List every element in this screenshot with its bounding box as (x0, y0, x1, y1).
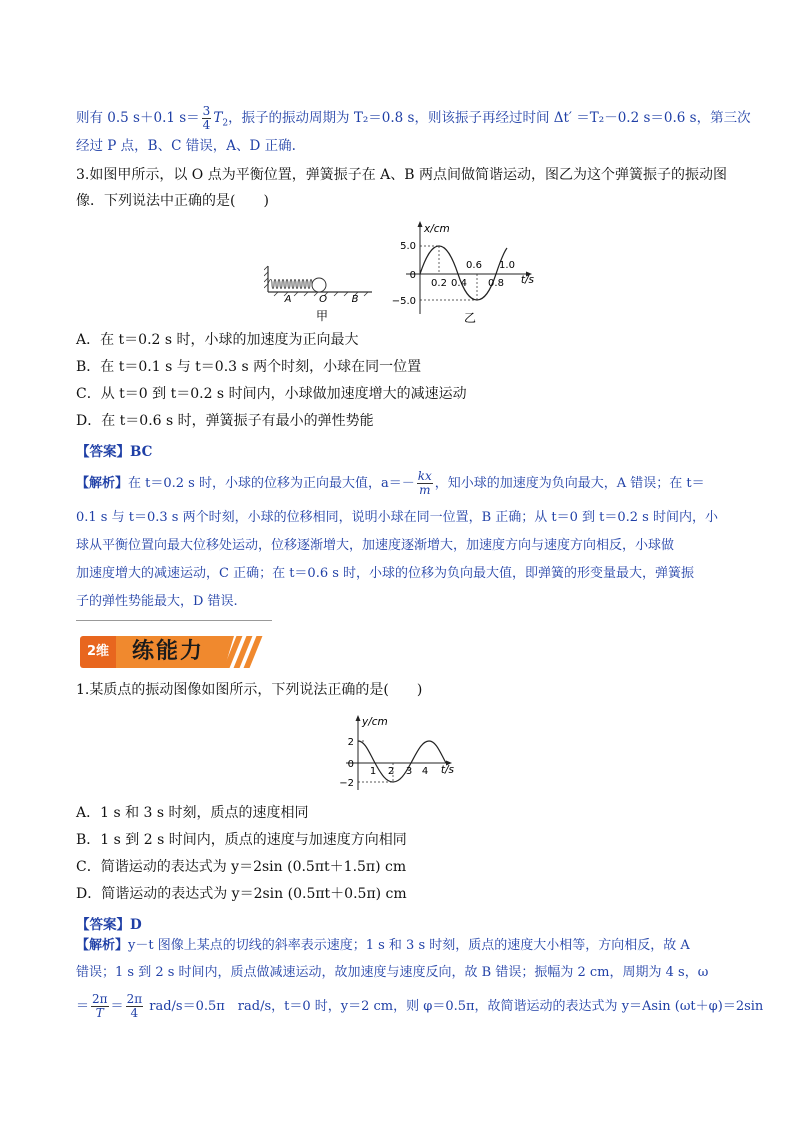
t-tick-1.0: 1.0 (499, 260, 515, 271)
text: ，振子的振动周期为 T₂＝0.8 s，则该振子再经过时间 Δt′ ＝T₂－0.2 s＝0.6 s，第三次 (228, 110, 751, 126)
q3-analysis-line-1: 【解析】在 t＝0.2 s 时，小球的位移为正向最大值，a＝－ $\frac{kx}{m}$ ，知小球的加速度为负向最大，A 错误；在 t＝ (76, 469, 705, 497)
y-tick-0: 0 (409, 270, 416, 281)
y-axis-label: x/cm (424, 223, 450, 235)
displacement-curve (420, 246, 507, 300)
y-axis-arrow (356, 715, 361, 721)
t-tick-0.4: 0.4 (451, 278, 467, 289)
q3-analysis-line-3: 球从平衡位置向最大位移处运动，位移逐渐增大，加速度逐渐增大，加速度方向与速度方向相反，小球做 (76, 538, 675, 553)
section-banner (80, 632, 258, 674)
y-tick-5: 5.0 (400, 241, 416, 252)
figure-caption-jia: 甲 (315, 309, 329, 323)
q3-analysis-line-4: 加速度增大的减速运动，C 正确；在 t＝0.6 s 时，小球的位移为负向最大值，即弹簧的形变量最大，弹簧振 (76, 566, 695, 581)
figure-caption-yi: 乙 (463, 311, 477, 325)
t-tick-0.8: 0.8 (488, 278, 504, 289)
fraction: $\frac{3}{4}$ (202, 104, 211, 132)
q1-stem: 1.某质点的振动图像如图所示，下列说法正确的是( ) (76, 682, 423, 698)
q1-analysis-line-2: 错误；1 s 到 2 s 时间内，质点做减速运动，故加速度与速度反向，故 B 错误；振幅为 2 cm，周期为 4 s，ω (76, 965, 709, 980)
q1-answer: 【答案】D (76, 917, 142, 933)
vibration-graph-yi (366, 218, 542, 326)
q1-option-c: C．简谐运动的表达式为 y＝2sin (0.5πt＋1.5π) cm (76, 859, 407, 875)
t-tick-4: 4 (421, 766, 429, 777)
section-divider (76, 620, 272, 621)
t-tick-2: 2 (387, 766, 395, 777)
prev-analysis-line-1: 则有 0.5 s＋0.1 s＝ $\frac{3}{4}$ $T_2$，振子的振动周期为 T₂＝0.8 s，则该振子再经过时间 Δt′ ＝T₂－0.2 s＝0.6 s，第三次 (76, 104, 751, 132)
t-tick-3: 3 (405, 766, 413, 777)
q1-option-d: D．简谐运动的表达式为 y＝2sin (0.5πt＋0.5π) cm (76, 886, 407, 902)
y-axis-arrow (418, 221, 423, 227)
label-o: O (319, 294, 327, 305)
x-axis-label: t/s (440, 764, 454, 776)
q3-answer: 【答案】BC (76, 444, 153, 460)
q3-stem-line-2: 像．下列说法中正确的是( ) (76, 193, 269, 209)
q3-analysis-line-2: 0.1 s 与 t＝0.3 s 两个时刻，小球的位移相同，说明小球在同一位置，B 正确；从 t＝0 到 t＝0.2 s 时间内，小 (76, 510, 718, 525)
y-tick-minus-5: −5.0 (391, 296, 416, 307)
wall-hatching (264, 266, 268, 288)
t-tick-1: 1 (369, 766, 377, 777)
fraction: $\frac{kx}{m}$ (417, 469, 432, 497)
q3-analysis-line-5: 子的弹性势能最大，D 错误. (76, 594, 238, 609)
y-axis-label: y/cm (362, 716, 388, 728)
section-tab: 2维 (80, 636, 116, 668)
label-b: B (351, 294, 359, 305)
q3-option-d: D．在 t＝0.6 s 时，弹簧振子有最小的弹性势能 (76, 413, 374, 429)
q3-option-c: C．从 t＝0 到 t＝0.2 s 时间内，小球做加速度增大的减速运动 (76, 386, 467, 402)
y-tick-2: 2 (347, 737, 354, 748)
q1-analysis-line-1: 【解析】y－t 图像上某点的切线的斜率表示速度；1 s 和 3 s 时刻，质点的速度大小相等，方向相反，故 A (76, 938, 690, 953)
fraction: $\frac{2\pi}{T}$ (92, 992, 108, 1020)
q1-vibration-graph (336, 712, 460, 794)
q3-option-a: A．在 t＝0.2 s 时，小球的加速度为正向最大 (76, 332, 359, 348)
text: 则有 0.5 s＋0.1 s＝ (76, 110, 200, 126)
q3-option-b: B．在 t＝0.1 s 与 t＝0.3 s 两个时刻，小球在同一位置 (76, 359, 422, 375)
q3-stem-line-1: 3.如图甲所示，以 O 点为平衡位置，弹簧振子在 A、B 两点间做简谐运动，图乙为这个弹簧振子的振动图 (76, 167, 728, 183)
x-axis-label: t/s (520, 274, 534, 286)
label-a: A (284, 294, 292, 305)
t-tick-0.2: 0.2 (431, 278, 447, 289)
section-title: 练能力 (132, 639, 205, 664)
y-tick-0: 0 (347, 759, 354, 770)
y-tick-minus-2: −2 (339, 778, 354, 789)
spring-oscillator-figure (264, 262, 376, 324)
t-tick-0.6: 0.6 (466, 260, 482, 271)
fraction: $\frac{2\pi}{4}$ (126, 992, 143, 1020)
q1-option-a: A．1 s 和 3 s 时刻，质点的速度相同 (76, 805, 309, 821)
spring (268, 280, 312, 289)
q1-option-b: B．1 s 到 2 s 时间内，质点的速度与加速度方向相同 (76, 832, 407, 848)
prev-analysis-line-2: 经过 P 点，B、C 错误，A、D 正确. (76, 138, 296, 154)
q1-analysis-line-3: ＝ $\frac{2\pi}{T}$ ＝ $\frac{2\pi}{4}$ rad/s＝0.5π rad/s，t＝0 时，y＝2 cm，则 φ＝0.5π，故简谐运动的表达式为 y＝Asin (ωt＋φ)＝2sin (76, 992, 764, 1020)
ball (312, 278, 326, 292)
